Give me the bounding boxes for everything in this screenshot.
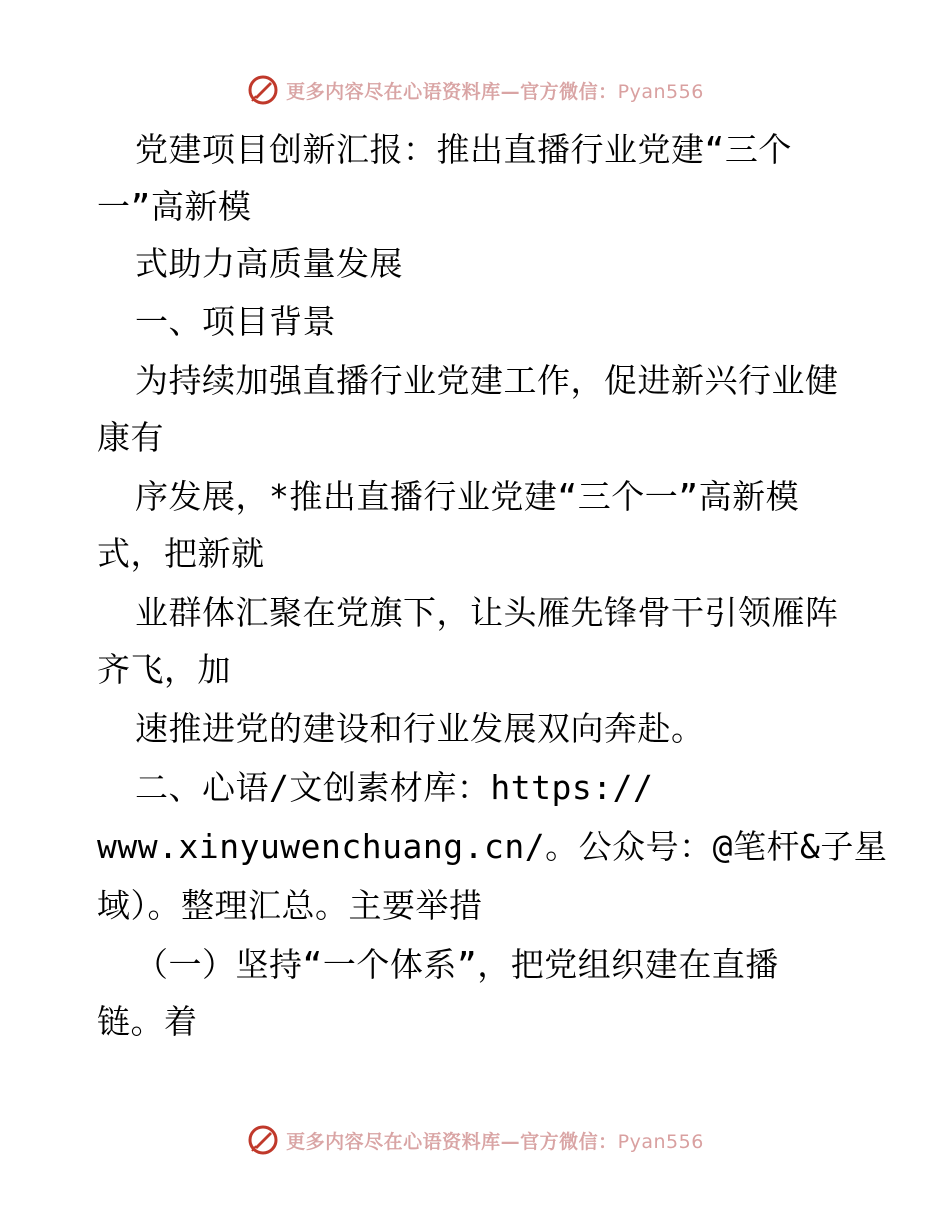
section-heading-measures: 二、心语/文创素材库：https://	[135, 768, 654, 807]
title-line-2: 一”高新模	[97, 187, 252, 226]
paragraph-line: 序发展，*推出直播行业党建“三个一”高新模	[135, 477, 800, 516]
watermark-text: 更多内容尽在心语资料库—官方微信：Pyan556	[286, 1130, 704, 1153]
title-line-1: 党建项目创新汇报：推出直播行业党建“三个	[135, 130, 792, 169]
footer-watermark	[0, 1120, 950, 1160]
paragraph-line: 齐飞，加	[97, 650, 231, 689]
watermark-contact: Pyan556	[617, 1130, 704, 1153]
paragraph-line: 域）。整理汇总。主要举措	[97, 886, 483, 925]
paragraph-line: 康有	[97, 418, 164, 457]
paragraph-line: 链。着	[97, 1002, 198, 1041]
section-heading-background: 一、项目背景	[135, 302, 336, 341]
subsection-heading: （一）坚持“一个体系”，把党组织建在直播	[135, 945, 779, 984]
paragraph-line: 速推进党的建设和行业发展双向奔赴。	[135, 709, 705, 748]
paragraph-line: 为持续加强直播行业党建工作，促进新兴行业健	[135, 361, 839, 400]
paragraph-line: 式，把新就	[97, 534, 265, 573]
paragraph-line: www.xinyuwenchuang.cn/。公众号：@笔杆&子星	[97, 827, 888, 866]
title-line-3: 式助力高质量发展	[135, 244, 403, 283]
watermark-text: 更多内容尽在心语资料库—官方微信：Pyan556	[286, 80, 704, 103]
quill-seal-icon	[246, 1123, 280, 1157]
watermark-contact: Pyan556	[617, 80, 704, 103]
paragraph-line: 业群体汇聚在党旗下，让头雁先锋骨干引领雁阵	[135, 593, 839, 632]
